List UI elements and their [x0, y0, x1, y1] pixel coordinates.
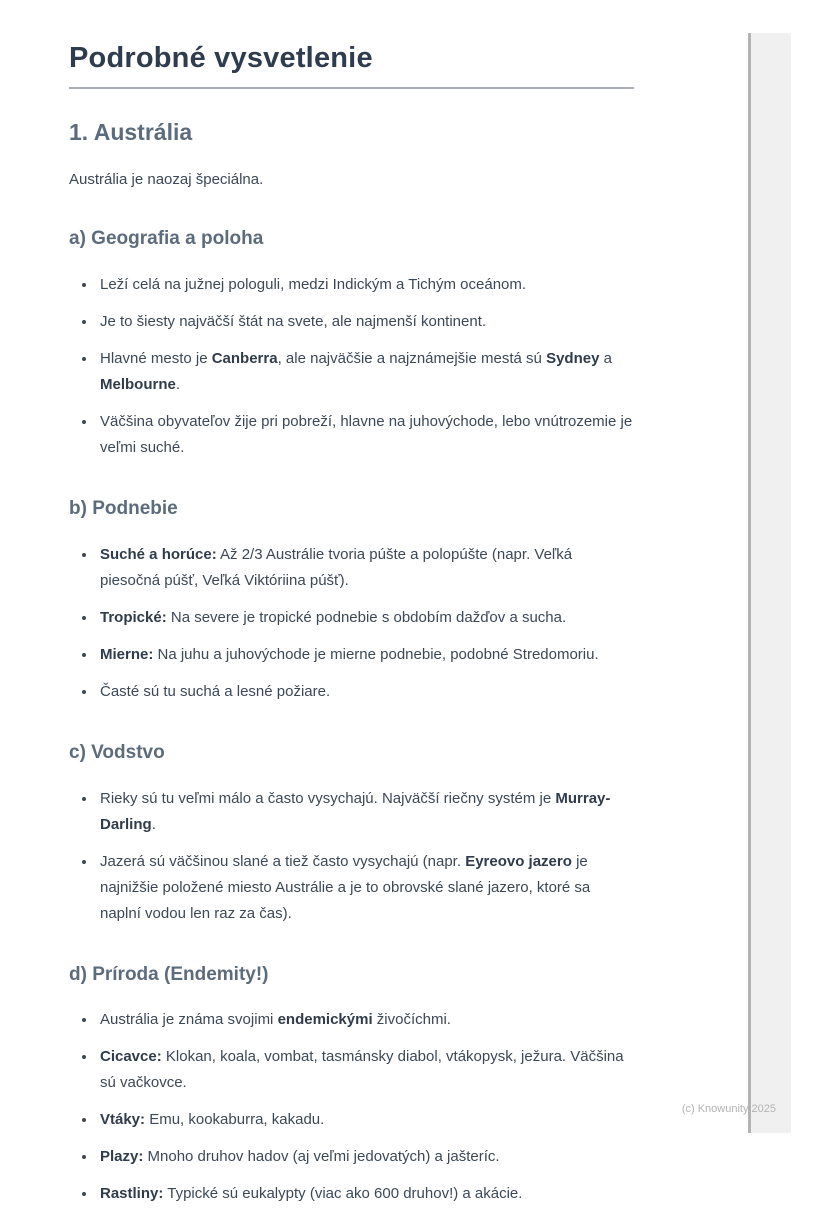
list-item [97, 848, 634, 927]
bold-text: endemickými [277, 1011, 373, 1029]
text-segment: je najnižšie položené miesto Austrálie a je to obrovské slané jazero, ktoré sa naplní vodou len raz za čas). [100, 852, 591, 922]
bold-text: Rastliny: [100, 1185, 164, 1203]
bold-text: Cicavce: [100, 1048, 162, 1066]
list-item [97, 785, 634, 838]
list-item [97, 1180, 634, 1207]
list-item [97, 271, 634, 298]
bullet-list [69, 1006, 634, 1207]
text-segment: Na juhu a juhovýchode je mierne podnebie, podobné Stredomoriu. [153, 645, 599, 663]
text-segment: Časté sú tu suchá a lesné požiare. [100, 682, 331, 700]
subsection-heading: d) Príroda (Endemity!) [69, 963, 269, 985]
list-item [97, 308, 634, 335]
list-item [97, 641, 634, 668]
list-item [97, 1143, 634, 1170]
bold-text: Canberra [211, 350, 278, 368]
text-segment: . [175, 376, 181, 394]
list-item [97, 1043, 634, 1096]
section-intro: Austrália je naozaj špeciálna. [69, 170, 264, 188]
list-item [97, 678, 634, 705]
list-item [97, 541, 634, 594]
text-segment: Typické sú eukalypty (viac ako 600 druhov!) a akácie. [163, 1185, 523, 1203]
scrollbar-track[interactable] [748, 33, 791, 1133]
subsection-heading: c) Vodstvo [69, 741, 165, 763]
bullet-list [69, 541, 634, 705]
list-item [97, 408, 634, 461]
bold-text: Vtáky: [100, 1111, 146, 1129]
bold-text: Sydney [546, 350, 600, 368]
list-item [97, 1106, 634, 1133]
text-segment: Rieky sú tu veľmi málo a často vysychajú. Najväčší riečny systém je [100, 789, 556, 807]
text-segment: Klokan, koala, vombat, tasmánsky diabol, vtákopysk, ježura. Väčšina sú vačkovce. [100, 1048, 624, 1092]
text-segment: a [599, 350, 612, 368]
document-content [69, 0, 634, 1217]
text-segment: Jazerá sú väčšinou slané a tiež často vysychajú (napr. [100, 852, 466, 870]
page-title: Podrobné vysvetlenie [69, 42, 373, 74]
bold-text: Eyreovo jazero [465, 852, 572, 870]
text-segment: Mnoho druhov hadov (aj veľmi jedovatých) a jašteríc. [143, 1148, 500, 1166]
bold-text: Suché a horúce: [100, 545, 217, 563]
text-segment: . [151, 815, 156, 833]
bold-text: Melbourne [100, 376, 176, 394]
text-segment: Až 2/3 Austrálie tvoria púšte a polopúšte (napr. Veľká piesočná púšť, Veľká Viktóriina púšť). [100, 545, 573, 589]
bullet-list [69, 271, 634, 461]
subsection-heading: b) Podnebie [69, 498, 178, 520]
text-segment: , ale najväčšie a najznámejšie mestá sú [277, 350, 547, 368]
bullet-list [69, 785, 634, 927]
text-segment: Väčšina obyvateľov žije pri pobreží, hlavne na juhovýchode, lebo vnútrozemie je veľmi suché. [100, 413, 633, 457]
bold-text: Murray-Darling [100, 789, 611, 833]
bold-text: Mierne: [100, 645, 154, 663]
text-segment: živočíchmi. [372, 1011, 451, 1029]
text-segment: Austrália je známa svojimi [100, 1011, 278, 1029]
bold-text: Tropické: [100, 608, 167, 626]
section-heading: 1. Austrália [69, 119, 193, 146]
title-divider [69, 87, 634, 89]
list-item [97, 604, 634, 631]
text-segment: Emu, kookaburra, kakadu. [145, 1111, 325, 1129]
watermark: (c) Knowunity 2025 [681, 1103, 776, 1115]
bold-text: Plazy: [100, 1148, 144, 1166]
document-body [69, 119, 634, 1207]
text-segment: Na severe je tropické podnebie s obdobím dažďov a sucha. [166, 608, 567, 626]
subsection-heading: a) Geografia a poloha [69, 228, 264, 250]
text-segment: Je to šiesty najväčší štát na svete, ale najmenší kontinent. [100, 313, 487, 331]
text-segment: Hlavné mesto je [100, 350, 212, 368]
list-item [97, 345, 634, 398]
list-item [97, 1006, 634, 1033]
text-segment: Leží celá na južnej pologuli, medzi Indickým a Tichým oceánom. [100, 276, 527, 294]
